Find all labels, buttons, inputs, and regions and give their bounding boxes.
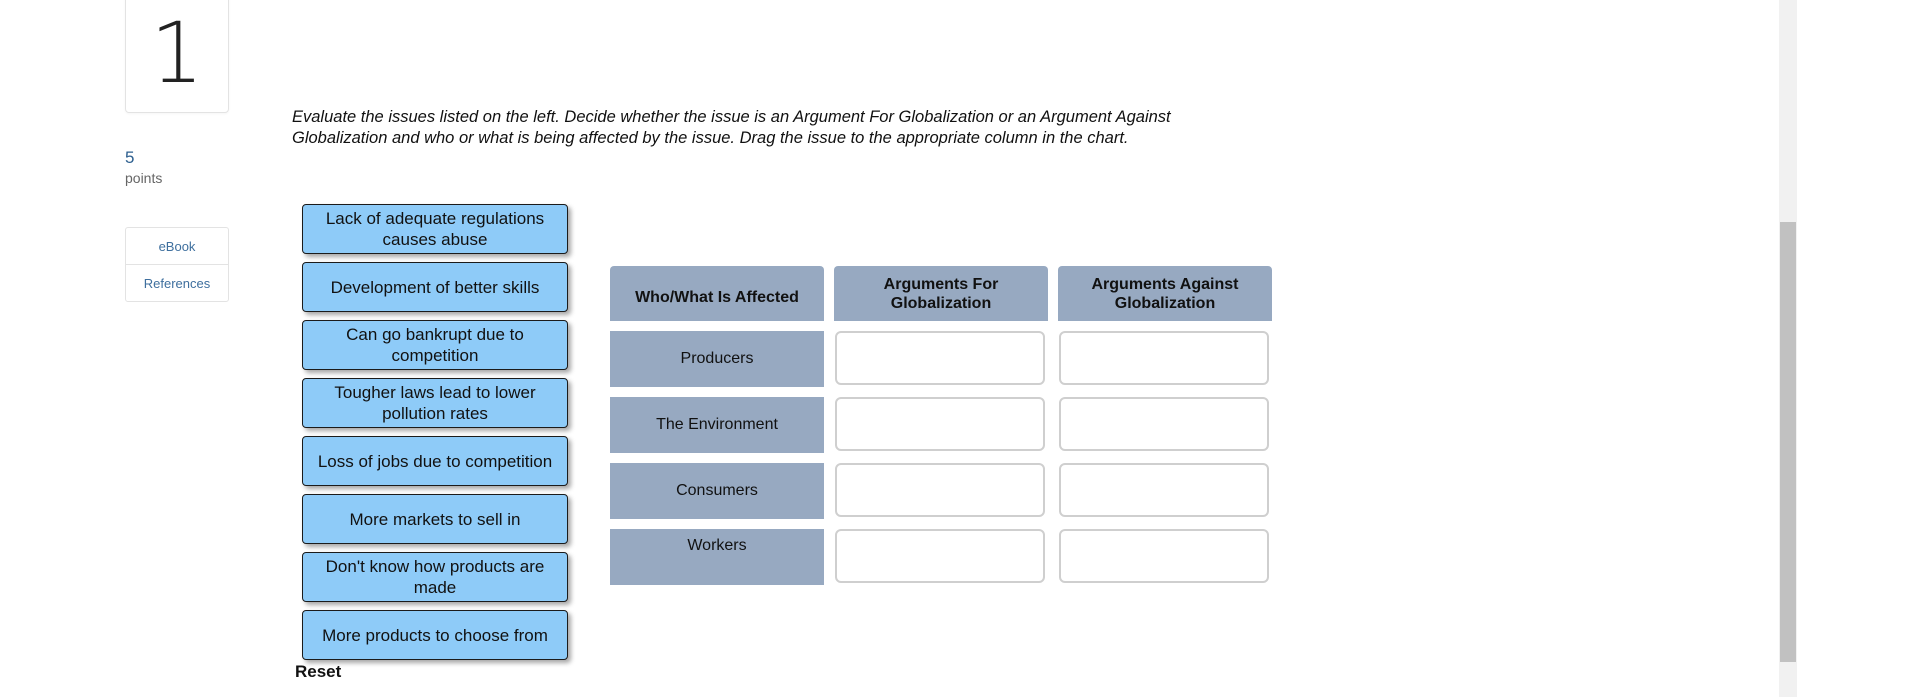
row-label-workers: Workers [610,529,824,585]
header-arguments-for: Arguments For Globalization [834,266,1048,321]
question-number: 1 [150,3,204,102]
issue-card[interactable]: Tougher laws lead to lower pollution rates [302,378,568,428]
drop-zone-environment-for[interactable] [835,397,1045,451]
drop-zone-workers-against[interactable] [1059,529,1269,583]
issue-card[interactable]: Development of better skills [302,262,568,312]
issue-card[interactable]: More markets to sell in [302,494,568,544]
issue-card[interactable]: Loss of jobs due to competition [302,436,568,486]
points-value: 5 [125,148,135,167]
issue-card[interactable]: More products to choose from [302,610,568,660]
drop-zone-workers-for[interactable] [835,529,1045,583]
instructions-text: Evaluate the issues listed on the left. Decide whether the issue is an Argument For Globalization or an Argument Against Globalization and who or what is being affected by the issue. Drag the issue to the appropriate column in the chart. [292,108,1171,147]
issue-card[interactable]: Can go bankrupt due to competition [302,320,568,370]
question-number-card [125,0,229,113]
row-label-consumers: Consumers [610,463,824,519]
points-label: points [125,170,163,186]
drop-zone-producers-for[interactable] [835,331,1045,385]
references-link[interactable]: References [126,264,228,301]
header-arguments-against: Arguments Against Globalization [1058,266,1272,321]
resource-links [125,227,229,302]
ebook-link[interactable]: eBook [158,238,196,254]
header-who-what: Who/What Is Affected [610,266,824,321]
reset-button[interactable]: Reset [295,662,342,681]
row-label-producers: Producers [610,331,824,387]
drop-zone-consumers-against[interactable] [1059,463,1269,517]
drop-zone-producers-against[interactable] [1059,331,1269,385]
scrollbar-thumb[interactable] [1780,222,1796,662]
row-label-environment: The Environment [610,397,824,453]
issue-card[interactable]: Don't know how products are made [302,552,568,602]
drop-zone-environment-against[interactable] [1059,397,1269,451]
issue-card[interactable]: Lack of adequate regulations causes abuse [302,204,568,254]
drop-zone-consumers-for[interactable] [835,463,1045,517]
